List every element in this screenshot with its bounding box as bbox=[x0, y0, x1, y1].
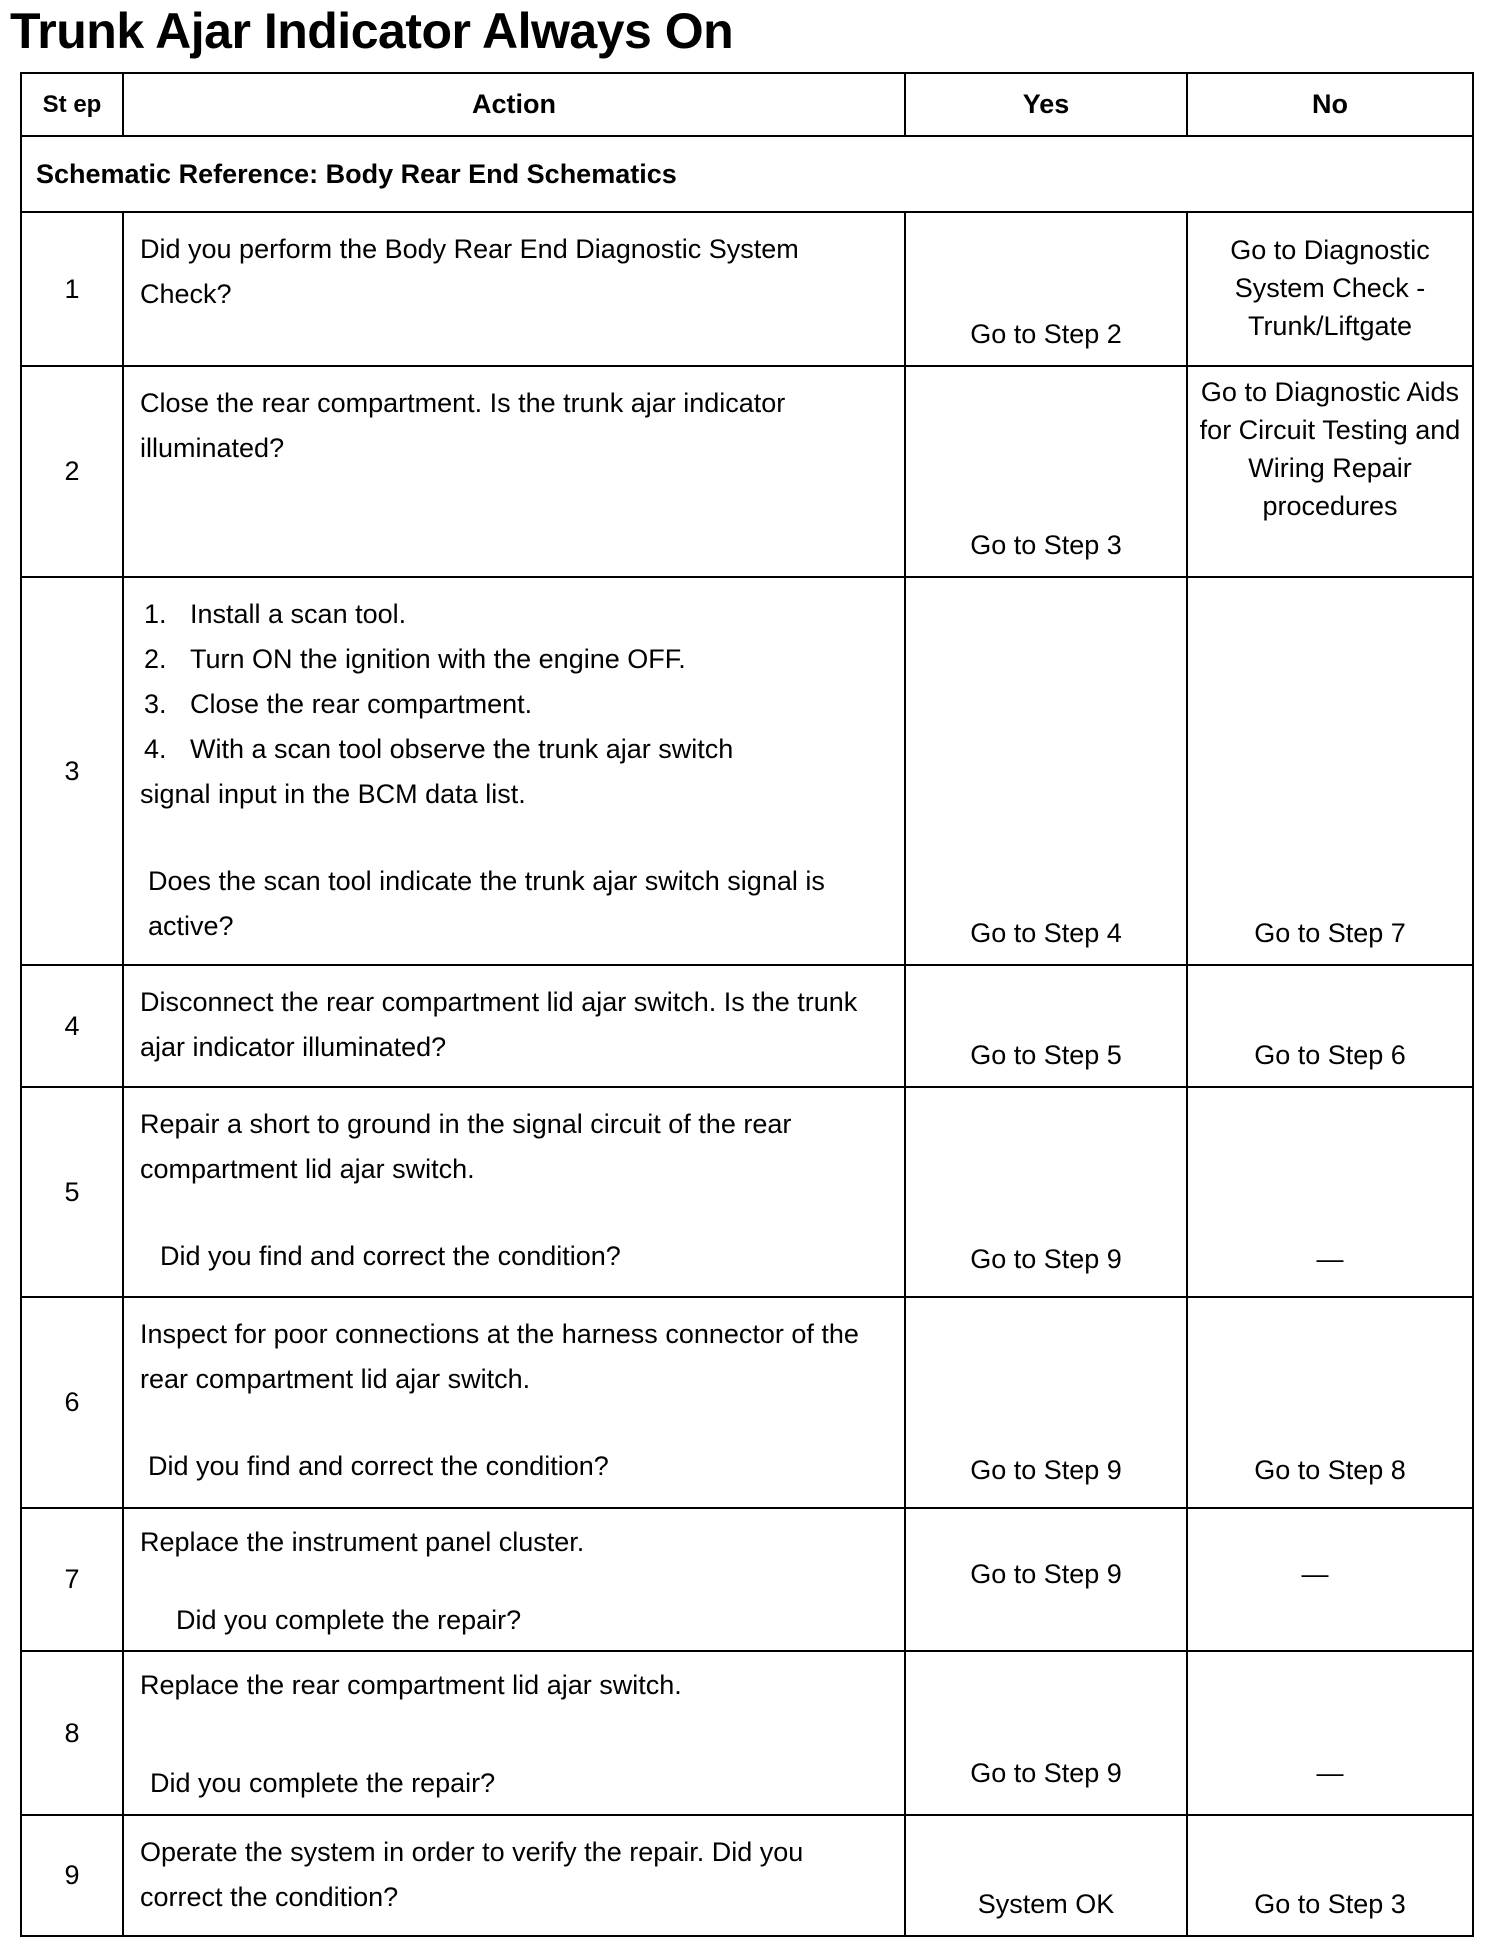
no-cell: — bbox=[1187, 1087, 1473, 1297]
schematic-row bbox=[21, 136, 1473, 212]
action-text: Close the rear compartment. Is the trunk ajar indicator illuminated? bbox=[140, 388, 786, 463]
no-cell: Go to Step 6 bbox=[1187, 965, 1473, 1087]
table-row bbox=[21, 212, 1473, 366]
table-row bbox=[21, 577, 1473, 965]
procedure-list bbox=[140, 592, 888, 772]
table-row bbox=[21, 1815, 1473, 1936]
no-cell: — bbox=[1187, 1508, 1473, 1651]
table-row bbox=[21, 1651, 1473, 1815]
yes-cell: Go to Step 5 bbox=[905, 965, 1187, 1087]
question-text: Did you complete the repair? bbox=[150, 1768, 496, 1798]
action-cell bbox=[123, 1297, 905, 1508]
step-number: 4 bbox=[21, 965, 123, 1087]
step-number: 9 bbox=[21, 1815, 123, 1936]
list-item: 4. With a scan tool observe the trunk ajar switch bbox=[144, 734, 734, 764]
action-text: Repair a short to ground in the signal circuit of the rear compartment lid ajar switch. bbox=[140, 1109, 792, 1184]
no-cell: Go to Diagnostic Aids for Circuit Testing and Wiring Repair procedures bbox=[1187, 366, 1473, 577]
action-cell bbox=[123, 1508, 905, 1651]
step-number: 2 bbox=[21, 366, 123, 577]
step-number: 1 bbox=[21, 212, 123, 366]
yes-cell: Go to Step 2 bbox=[905, 212, 1187, 366]
header-step: St ep bbox=[21, 73, 123, 136]
list-continuation: signal input in the BCM data list. bbox=[140, 779, 526, 809]
action-text: Replace the rear compartment lid ajar switch. bbox=[140, 1670, 682, 1700]
question-text: Did you find and correct the condition? bbox=[148, 1451, 609, 1481]
yes-cell: Go to Step 4 bbox=[905, 577, 1187, 965]
no-cell: Go to Step 7 bbox=[1187, 577, 1473, 965]
table-row bbox=[21, 1087, 1473, 1297]
yes-cell: Go to Step 9 bbox=[905, 1297, 1187, 1508]
step-number: 3 bbox=[21, 577, 123, 965]
yes-cell: Go to Step 9 bbox=[905, 1651, 1187, 1815]
action-cell bbox=[123, 1651, 905, 1815]
no-cell: — bbox=[1187, 1651, 1473, 1815]
action-cell bbox=[123, 965, 905, 1087]
action-text: Replace the instrument panel cluster. bbox=[140, 1527, 585, 1557]
action-text: Did you perform the Body Rear End Diagnostic System Check? bbox=[140, 234, 799, 309]
action-cell bbox=[123, 1087, 905, 1297]
yes-cell: Go to Step 3 bbox=[905, 366, 1187, 577]
table-row bbox=[21, 1297, 1473, 1508]
header-yes: Yes bbox=[905, 73, 1187, 136]
step-number: 6 bbox=[21, 1297, 123, 1508]
yes-cell: Go to Step 9 bbox=[905, 1087, 1187, 1297]
yes-cell: System OK bbox=[905, 1815, 1187, 1936]
list-item: 3. Close the rear compartment. bbox=[144, 689, 533, 719]
question-text: Did you complete the repair? bbox=[176, 1605, 522, 1635]
step-number: 5 bbox=[21, 1087, 123, 1297]
list-item: 1. Install a scan tool. bbox=[144, 599, 407, 629]
action-text: Operate the system in order to verify the repair. Did you correct the condition? bbox=[140, 1837, 804, 1912]
table-row bbox=[21, 366, 1473, 577]
no-cell: Go to Diagnostic System Check - Trunk/Liftgate bbox=[1187, 212, 1473, 366]
yes-cell: Go to Step 9 bbox=[905, 1508, 1187, 1651]
schematic-reference: Schematic Reference: Body Rear End Schematics bbox=[21, 136, 1473, 212]
action-text: Disconnect the rear compartment lid ajar switch. Is the trunk ajar indicator illuminated? bbox=[140, 987, 858, 1062]
action-text: Inspect for poor connections at the harness connector of the rear compartment lid ajar switch. bbox=[140, 1319, 859, 1394]
step-number: 7 bbox=[21, 1508, 123, 1651]
no-cell: Go to Step 8 bbox=[1187, 1297, 1473, 1508]
header-no: No bbox=[1187, 73, 1473, 136]
diagnostic-table bbox=[20, 72, 1474, 1937]
action-cell bbox=[123, 366, 905, 577]
table-row bbox=[21, 965, 1473, 1087]
action-cell bbox=[123, 212, 905, 366]
no-cell: Go to Step 3 bbox=[1187, 1815, 1473, 1936]
list-item: 2. Turn ON the ignition with the engine OFF. bbox=[144, 644, 686, 674]
action-cell bbox=[123, 1815, 905, 1936]
header-row bbox=[21, 73, 1473, 136]
action-cell bbox=[123, 577, 905, 965]
step-number: 8 bbox=[21, 1651, 123, 1815]
table-row bbox=[21, 1508, 1473, 1651]
question-text: Does the scan tool indicate the trunk ajar switch signal is active? bbox=[148, 866, 825, 941]
header-action: Action bbox=[123, 73, 905, 136]
page-title: Trunk Ajar Indicator Always On bbox=[10, 3, 734, 59]
question-text: Did you find and correct the condition? bbox=[160, 1241, 621, 1271]
